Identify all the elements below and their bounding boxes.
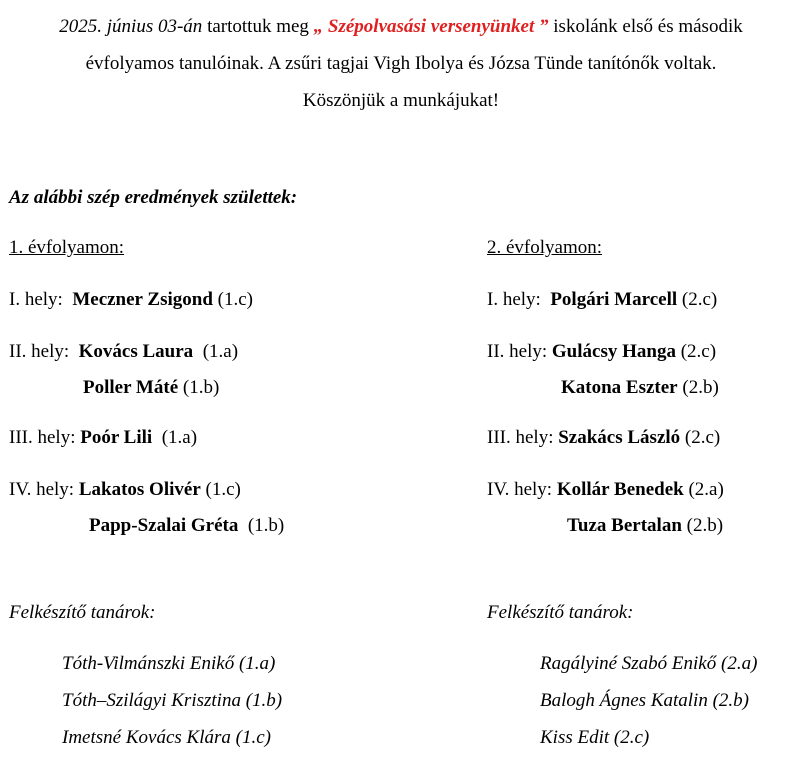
intro-text-2: iskolánk első és második xyxy=(548,16,743,37)
student-name: Polgári Marcell xyxy=(550,289,678,310)
place-label: I. hely: xyxy=(487,289,541,310)
student-class: (2.b) xyxy=(682,377,719,398)
place-label: II. hely: xyxy=(487,341,548,362)
grade1-place-2-second xyxy=(83,376,219,400)
student-class: (2.c) xyxy=(684,427,721,448)
student-name: Kovács Laura xyxy=(78,341,194,362)
student-name: Szakács László xyxy=(558,427,681,448)
intro-line-2: évfolyamos tanulóinak. A zsűri tagjai Vigh Ibolya és Józsa Tünde tanítónők voltak. xyxy=(85,53,717,74)
student-class: (1.c) xyxy=(205,479,241,500)
place-label: II. hely: xyxy=(9,341,70,362)
student-name: Meczner Zsigond xyxy=(72,289,213,310)
student-class: (2.a) xyxy=(688,479,724,500)
grade2-teacher: Kiss Edit (2.c) xyxy=(540,727,650,748)
student-class: (2.c) xyxy=(681,289,718,310)
student-name: Kollár Benedek xyxy=(556,479,684,500)
grade1-place-4 xyxy=(9,478,241,502)
quote-open: „ xyxy=(313,16,328,37)
student-class: (1.b) xyxy=(247,515,285,536)
student-class: (1.b) xyxy=(182,377,220,398)
place-label: I. hely: xyxy=(9,289,63,310)
quote-close: ” xyxy=(534,16,549,37)
contest-name: Szépolvasási versenyünket xyxy=(327,16,535,37)
intro-paragraph xyxy=(0,8,802,119)
grade1-teacher: Imetsné Kovács Klára (1.c) xyxy=(62,727,271,748)
student-name: Lakatos Olivér xyxy=(78,479,201,500)
grade2-place-2-second xyxy=(561,376,719,400)
grade1-teachers-heading: Felkészítő tanárok: xyxy=(9,602,156,623)
grade1-place-1 xyxy=(9,288,253,312)
grade2-place-4 xyxy=(487,478,724,502)
grade1-place-4-second xyxy=(89,514,284,538)
intro-line-3: Köszönjük a munkájukat! xyxy=(302,90,500,111)
student-name: Tuza Bertalan xyxy=(567,515,682,536)
student-class: (1.a) xyxy=(202,341,239,362)
place-label: III. hely: xyxy=(487,427,554,448)
student-class: (1.a) xyxy=(161,427,198,448)
grade2-place-4-second xyxy=(567,514,723,538)
intro-line-1 xyxy=(0,8,802,45)
grade2-teacher: Ragályiné Szabó Enikő (2.a) xyxy=(540,653,758,674)
student-name: Gulácsy Hanga xyxy=(551,341,676,362)
place-label: IV. hely: xyxy=(487,479,553,500)
grade1-teacher: Tóth–Szilágyi Krisztina (1.b) xyxy=(62,690,283,711)
grade1-heading: 1. évfolyamon: xyxy=(9,237,125,258)
student-name: Poller Máté xyxy=(83,377,179,398)
grade2-place-3 xyxy=(487,426,720,450)
grade1-teacher: Tóth-Vilmánszki Enikő (1.a) xyxy=(62,653,276,674)
student-name: Katona Eszter xyxy=(561,377,678,398)
grade2-place-1 xyxy=(487,288,717,312)
student-class: (2.b) xyxy=(686,515,724,536)
student-name: Poór Lili xyxy=(80,427,153,448)
place-label: IV. hely: xyxy=(9,479,75,500)
results-heading: Az alábbi szép eredmények születtek: xyxy=(9,187,298,208)
grade2-teachers-heading: Felkészítő tanárok: xyxy=(487,602,634,623)
place-label: III. hely: xyxy=(9,427,76,448)
grade1-place-2 xyxy=(9,340,238,364)
intro-text-1: tartottuk meg xyxy=(202,16,314,37)
grade2-heading: 2. évfolyamon: xyxy=(487,237,603,258)
grade2-place-2 xyxy=(487,340,716,364)
grade2-teacher: Balogh Ágnes Katalin (2.b) xyxy=(540,690,749,711)
event-date: 2025. június 03-án xyxy=(59,16,203,37)
grade1-place-3 xyxy=(9,426,197,450)
student-class: (2.c) xyxy=(680,341,717,362)
student-class: (1.c) xyxy=(217,289,253,310)
student-name: Papp-Szalai Gréta xyxy=(89,515,239,536)
